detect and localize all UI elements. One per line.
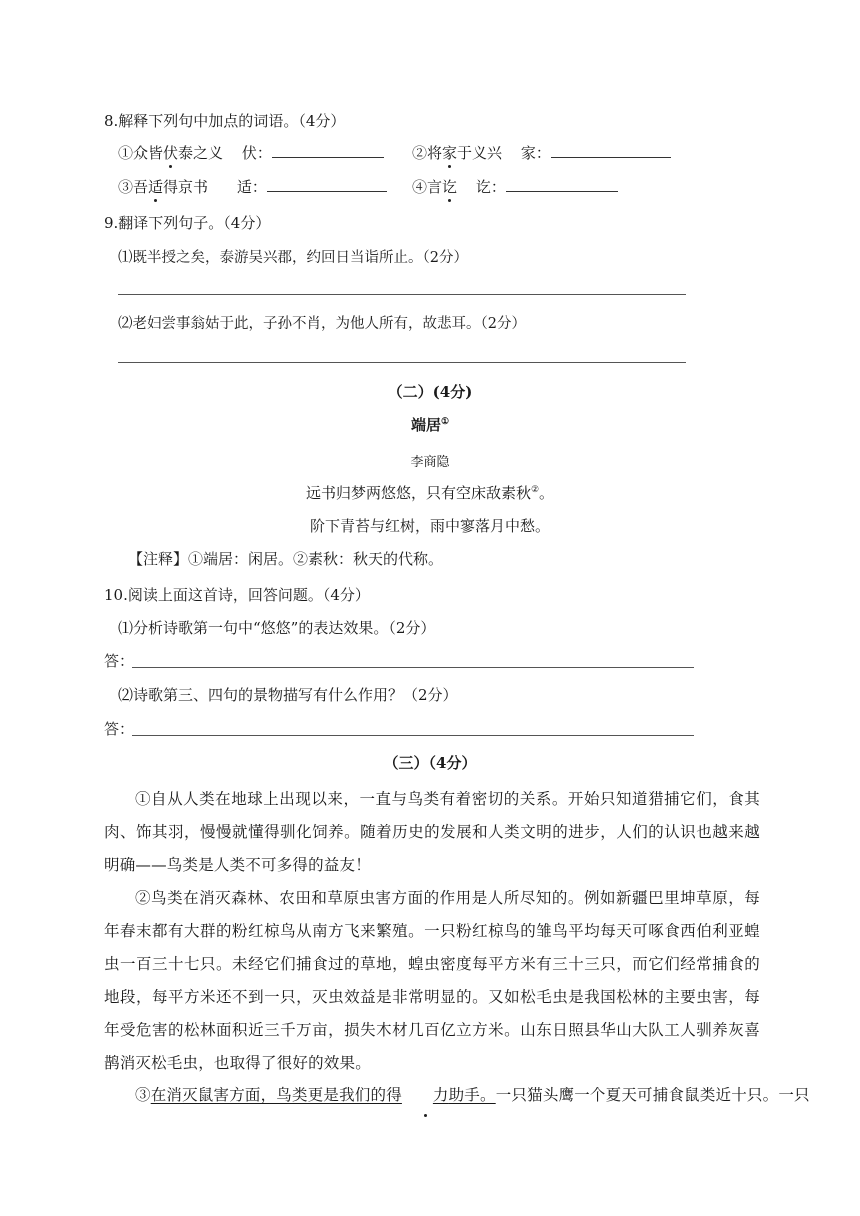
q8-item-4-label: 讫： bbox=[475, 178, 506, 196]
article-paragraph-2: ②鸟类在消灭森林、农田和草原虫害方面的作用是人所尽知的。例如新疆巴里坤草原，每年春末都有大群的粉红椋鸟从南方飞来繁殖。一只粉红椋鸟的雏鸟平均每天可啄食西伯利亚蝗虫一百三十七只。未经它们捕食过的草地，蝗虫密度每平方米有三十三只，而它们经常捕食的地段，每平方米还不到一只，灭虫效益是非常明显的。又如松毛虫是我国松林的主要虫害，每年受危害的松林面积近三千万亩，损失木材几百亿立方米。山东日照县华山大队工人驯养灰喜鹊消灭松毛虫，也取得了很好的效果。 bbox=[104, 889, 760, 1072]
q8-item-3-blank[interactable] bbox=[267, 177, 387, 192]
underlined-dotted-word: 力 bbox=[402, 1079, 449, 1112]
poem-line-1 bbox=[0, 482, 860, 503]
q8-item-2 bbox=[412, 142, 671, 163]
underlined-sentence-b: 助手。 bbox=[448, 1086, 496, 1104]
q10-answer-1-label: 答： bbox=[104, 652, 135, 670]
q10-answer-line-1[interactable] bbox=[132, 667, 694, 668]
q8-item-3-post: 得京书 bbox=[163, 178, 209, 196]
poem-title bbox=[0, 414, 860, 435]
q9-title: 9.翻译下列句子。（4分） bbox=[104, 214, 271, 232]
poem-author: 李商隐 bbox=[410, 455, 450, 470]
underlined-sentence-a: 在消灭鼠害方面，鸟类更是我们的得 bbox=[150, 1086, 402, 1104]
q9-answer-line-2[interactable] bbox=[118, 362, 686, 363]
q10-sentence-1: ⑴分析诗歌第一句中“悠悠”的表达效果。（2分） bbox=[118, 619, 436, 637]
q8-item-1-blank[interactable] bbox=[272, 143, 384, 158]
q8-item-2-dotted-word: 家 bbox=[442, 144, 458, 162]
q8-item-2-label: 家： bbox=[520, 144, 551, 162]
q8-item-1-pre: ①众皆 bbox=[118, 144, 164, 162]
paragraph-3-rest: 一只猫头鹰一个夏天可捕食鼠类近十只。一只 bbox=[495, 1086, 810, 1104]
q10-answer-line-2[interactable] bbox=[132, 735, 694, 736]
poem-title-note: ① bbox=[440, 417, 450, 427]
q8-item-1-dotted-word: 伏 bbox=[163, 144, 179, 162]
poem-annotation: 【注释】①端居：闲居。②素秋：秋天的代称。 bbox=[128, 550, 444, 568]
poem-title-text: 端居 bbox=[410, 416, 441, 434]
q8-item-3-dotted-word: 适 bbox=[148, 178, 164, 196]
q8-item-4-blank[interactable] bbox=[506, 177, 618, 192]
q8-item-4-pre: ④言 bbox=[412, 178, 443, 196]
q10-title: 10.阅读上面这首诗，回答问题。（4分） bbox=[104, 586, 370, 604]
q8-item-1 bbox=[118, 142, 384, 163]
q10-sentence-2: ⑵诗歌第三、四句的景物描写有什么作用？（2分） bbox=[118, 686, 458, 704]
section-3-heading: （三）（4分） bbox=[383, 754, 477, 772]
section-2-heading: （二）(4分) bbox=[387, 383, 473, 401]
q8-item-4-dotted-word: 讫 bbox=[442, 178, 458, 196]
q8-item-3 bbox=[118, 176, 387, 197]
q8-item-3-pre: ③吾 bbox=[118, 178, 149, 196]
poem-line-1-text: 远书归梦两悠悠，只有空床敌素秋 bbox=[305, 484, 531, 502]
poem-line-2: 阶下青苔与红树，雨中寥落月中愁。 bbox=[309, 517, 550, 535]
q9-answer-line-1[interactable] bbox=[118, 294, 686, 295]
paragraph-3-number: ③ bbox=[135, 1086, 151, 1104]
q9-sentence-1: ⑴既半授之矣，泰游吴兴郡，约回日当诣所止。（2分） bbox=[118, 250, 468, 266]
q9-sentence-2: ⑵老妇尝事翁姑于此，子孙不肖，为他人所有，故悲耳。（2分） bbox=[118, 316, 526, 332]
q8-item-1-post: 泰之义 bbox=[178, 144, 224, 162]
q8-item-2-blank[interactable] bbox=[551, 143, 671, 158]
q10-answer-2-label: 答： bbox=[104, 720, 135, 738]
q8-item-2-post: 于义兴 bbox=[457, 144, 503, 162]
poem-line-1-end: 。 bbox=[539, 484, 555, 502]
q8-item-1-label: 伏： bbox=[241, 144, 272, 162]
poem-line-1-note: ② bbox=[530, 485, 540, 495]
q8-item-4 bbox=[412, 176, 618, 197]
article-paragraph-3 bbox=[104, 1079, 810, 1112]
q8-title: 8.解释下列句中加点的词语。（4分） bbox=[104, 112, 346, 130]
article-paragraph-1: ①自从人类在地球上出现以来，一直与鸟类有着密切的关系。开始只知道猎捕它们，食其肉、饰其羽，慢慢就懂得驯化饲养。随着历史的发展和人类文明的进步，人们的认识也越来越明确——鸟类是人类不可多得的益友！ bbox=[104, 790, 760, 874]
q8-item-2-pre: ②将 bbox=[412, 144, 443, 162]
q8-item-3-label: 适： bbox=[236, 178, 267, 196]
